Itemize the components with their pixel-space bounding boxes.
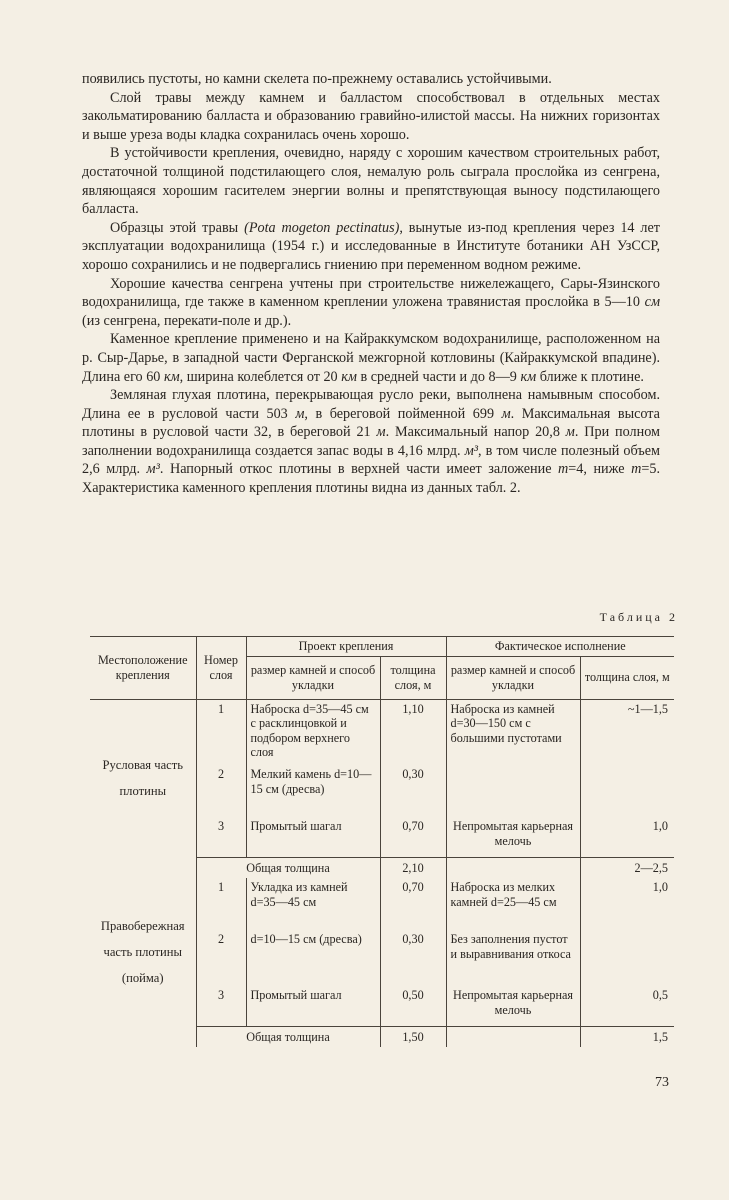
math-symbol: m (631, 461, 642, 478)
text-fragment: , в береговой пойменной 699 (304, 405, 502, 422)
body-text (82, 70, 660, 498)
unit: м³ (464, 442, 478, 459)
text-fragment: Каменное крепление применено и на Кайраккумском водохранилище, расположенном на р. Сыр-Дарье, в западной части Ферганской межгорной котловины (Кайраккумской впадине). Длина его 60 (82, 331, 660, 385)
empty-cell (90, 857, 196, 878)
unit: км (341, 368, 357, 385)
unit: м (376, 424, 386, 441)
actual-description: Непромытая карьерная мелочь (446, 986, 580, 1026)
project-description: Промытый шагал (246, 817, 380, 857)
actual-description (446, 765, 580, 817)
text-fragment: , вынутые из-под крепления через 14 лет эксплуатации водохранилища (1954 г.) и исследованные в Институте ботаники АН УзССР, хорошо сохранились и не подвергались гниению при переменном водном режиме. (82, 219, 660, 273)
project-thickness: 0,50 (380, 986, 446, 1026)
unit: см (644, 294, 660, 311)
project-description: Промытый шагал (246, 986, 380, 1026)
header-location: Местоположение крепления (90, 637, 196, 700)
actual-description: Наброска из камней d=30—150 см с большими пустотами (446, 699, 580, 765)
paragraph-1: появились пустоты, но камни скелета по-прежнему оставались устойчивыми. (82, 71, 552, 87)
unit: м³ (146, 461, 160, 478)
text-fragment: =5. Характеристика каменного крепления плотины видна из данных табл. 2. (82, 461, 661, 497)
total-project: 1,50 (380, 1026, 446, 1047)
text-fragment: . Напорный откос плотины в верхней части имеет заложение (159, 461, 559, 478)
actual-thickness (580, 765, 674, 817)
total-actual: 1,5 (580, 1026, 674, 1047)
location-cell: Русловая часть плотины (102, 758, 184, 799)
unit: м (565, 424, 575, 441)
paragraph-2: Слой травы между камнем и балластом способствовал в отдельных местах закольматированию балласта и образованию гравийно-илистой массы. На нижних горизонтах и выше уреза воды кладка сохранилась очень хорошо. (82, 89, 660, 143)
header-stone-size: размер камней и способ укладки (246, 656, 380, 699)
text-fragment: ближе к плотине. (536, 368, 644, 385)
text-fragment: =4, ниже (568, 461, 632, 478)
project-thickness: 0,70 (380, 878, 446, 930)
actual-thickness (580, 930, 674, 986)
actual-thickness: ~1—1,5 (580, 699, 674, 765)
actual-description: Наброска из мелких камней d=25—45 см (446, 878, 580, 930)
table-caption: Таблица 2 (599, 610, 678, 624)
text-fragment: . Максимальный напор 20,8 (385, 424, 566, 441)
page-number: 73 (655, 1075, 669, 1090)
total-project: 2,10 (380, 857, 446, 878)
project-description: d=10—15 см (дресва) (246, 930, 380, 986)
header-stone-size-actual: размер камней и способ укладки (446, 656, 580, 699)
math-symbol: m (558, 461, 569, 478)
project-thickness: 0,70 (380, 817, 446, 857)
header-thickness-actual: толщина слоя, м (580, 656, 674, 699)
text-fragment: (из сенгрена, перекати-поле и др.). (82, 312, 292, 329)
layer-number: 2 (196, 765, 246, 817)
project-description: Наброска d=35—45 см с расклинцовкой и подбором верхнего слоя (246, 699, 380, 765)
actual-thickness: 1,0 (580, 817, 674, 857)
layer-number: 2 (196, 930, 246, 986)
paragraph-6 (82, 330, 660, 386)
layer-number: 3 (196, 817, 246, 857)
header-project: Проект крепления (246, 637, 446, 657)
text-fragment: Хорошие качества сенгрена учтены при строительстве нижележащего, Сары-Язинского водохранилища, где также в каменном креплении уложена травянистая прослойка в 5—10 (82, 275, 660, 311)
paragraph-3: В устойчивости крепления, очевидно, наряду с хорошим качеством строительных работ, достаточной толщиной подстилающего слоя, немалую роль сыграла прослойка из сенгрена, являющаяся хорошим гасителем энергии волны и препятствующая выносу подстилающего балласта. (82, 145, 660, 218)
layer-number: 1 (196, 699, 246, 765)
header-layer-no: Номер слоя (196, 637, 246, 700)
empty-cell (446, 1026, 580, 1047)
total-label: Общая толщина (196, 1026, 380, 1047)
text-fragment: Земляная глухая плотина, перекрывающая русло реки, выполнена намывным способом. Длина ее в русловой части 503 (82, 387, 660, 422)
project-thickness: 1,10 (380, 699, 446, 765)
total-actual: 2—2,5 (580, 857, 674, 878)
paragraph-5 (82, 275, 660, 331)
project-thickness: 0,30 (380, 765, 446, 817)
empty-cell (90, 1026, 196, 1047)
actual-thickness: 1,0 (580, 878, 674, 930)
unit: км (163, 368, 180, 385)
text-fragment: , в том числе полезный объем 2,6 млрд. (82, 442, 661, 478)
actual-thickness: 0,5 (580, 986, 674, 1026)
layer-number: 1 (196, 878, 246, 930)
species-name: (Pota mogeton pectinatus) (244, 219, 400, 236)
actual-description: Непромытая карьерная мелочь (446, 817, 580, 857)
data-table (90, 636, 674, 1047)
header-actual: Фактическое исполнение (446, 637, 674, 657)
text-fragment: в средней части и до 8—9 (356, 368, 521, 385)
actual-description: Без заполнения пустот и выравнивания откоса (446, 930, 580, 986)
empty-cell (446, 857, 580, 878)
project-thickness: 0,30 (380, 930, 446, 986)
text-fragment: Образцы этой травы (110, 219, 245, 236)
unit: м (295, 405, 305, 422)
header-thickness: толщина слоя, м (380, 656, 446, 699)
unit: м (501, 405, 511, 422)
paragraph-4 (82, 219, 660, 275)
unit: км (520, 368, 537, 385)
project-description: Укладка из камней d=35—45 см (246, 878, 380, 930)
paragraph-7 (82, 386, 660, 498)
location-cell: Правобережная часть плотины (пойма) (100, 919, 185, 986)
layer-number: 3 (196, 986, 246, 1026)
text-fragment: , ширина колеблется от 20 (179, 368, 342, 385)
total-label: Общая толщина (196, 857, 380, 878)
project-description: Мелкий камень d=10—15 см (дресва) (246, 765, 380, 817)
text-fragment: . Максимальная высота плотины в русловой части 32, в береговой 21 (82, 405, 660, 441)
text-fragment: . При полном заполнении водохранилища создается запас воды в 4,16 млрд. (82, 424, 661, 459)
